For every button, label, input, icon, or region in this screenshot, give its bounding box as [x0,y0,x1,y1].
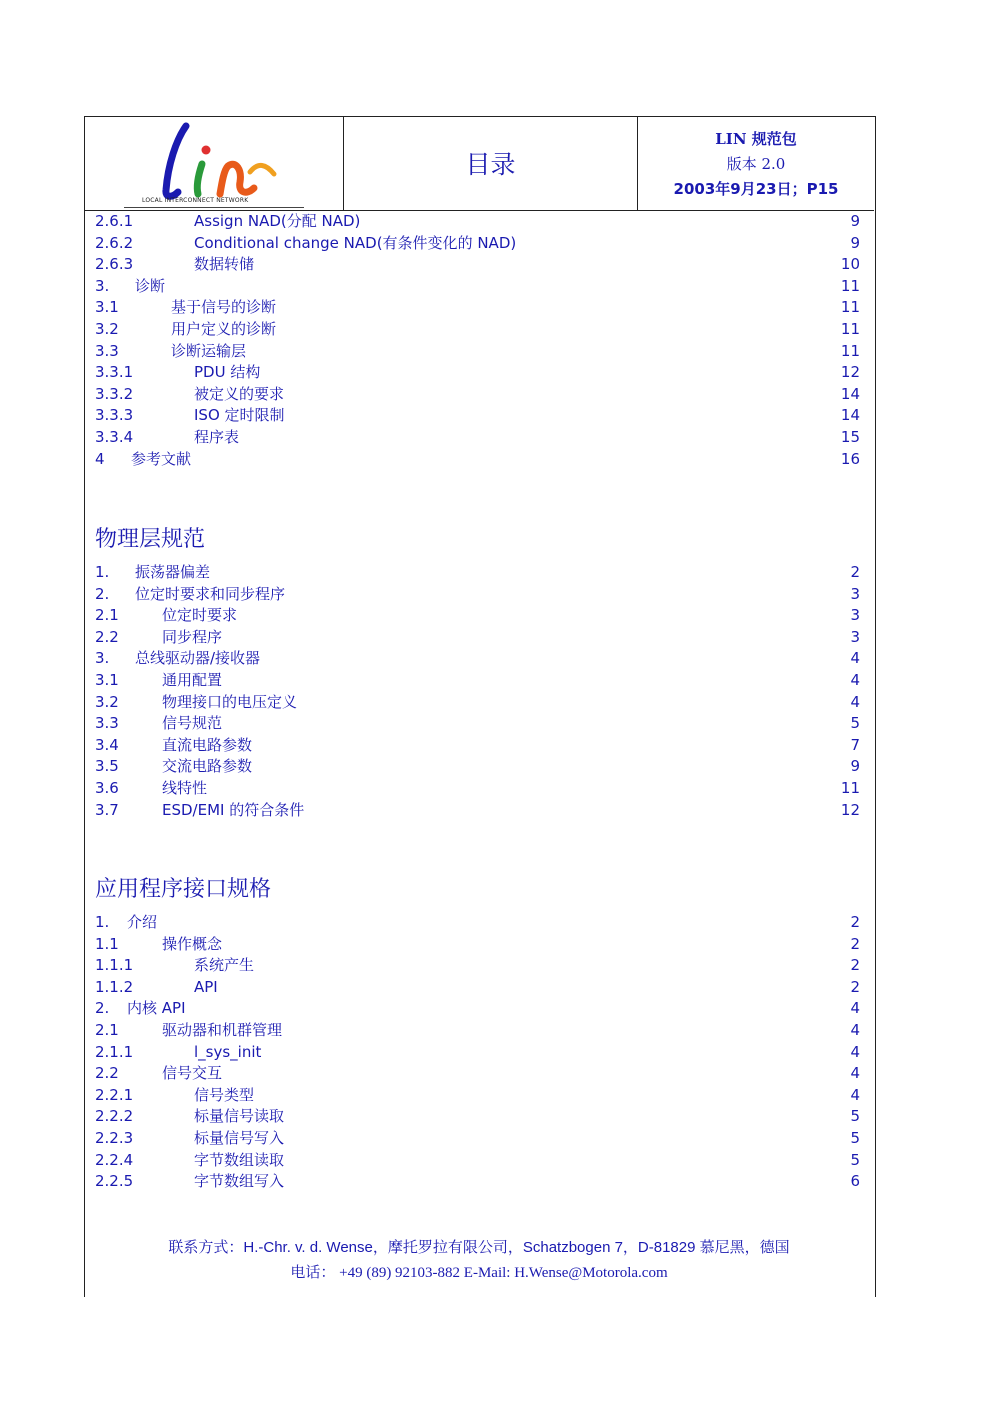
toc-entry-page: 9 [850,212,860,230]
toc-entry [95,955,865,977]
toc-list-3 [95,912,865,1193]
title-cell [344,116,638,210]
toc-entry-number: 3.3.1 [95,363,134,382]
toc-entry-page: 14 [840,406,860,425]
toc-entry [95,934,865,956]
toc-entry [95,319,865,341]
toc-entry [95,584,865,606]
footer-contact: 联系方式：H.-Chr. v. d. Wense，摩托罗拉有限公司，Schatzbogen 7，D-81829 慕尼黑，德国 [168,1239,790,1256]
toc-entry-number: 2.2.2 [95,1107,134,1126]
toc-entry-label: 标量信号写入 [194,1128,285,1147]
toc-entry [95,1106,865,1128]
toc-entry-page: 4 [850,1020,860,1039]
toc-entry-number: 2.2.5 [95,1172,134,1191]
toc-entry [95,735,865,757]
toc-entry [95,670,865,692]
toc-entry-page: 15 [840,427,860,446]
toc-entry-page: 4 [850,670,860,689]
toc-entry-page: 5 [850,1107,860,1126]
toc-list-2 [95,562,865,821]
meta-cell [638,116,874,210]
toc-entry-number: 2.2.4 [95,1150,134,1169]
toc-entry-number: 1.1 [95,934,119,953]
toc-entry-number: 2.2 [95,1064,119,1083]
toc-entry [95,449,865,471]
toc-entry-label: 标量信号读取 [194,1107,285,1126]
toc-entry-label: 介绍 [127,913,158,931]
toc-entry-page: 6 [850,1172,860,1191]
toc-entry [95,1063,865,1085]
toc-entry-number: 3.3.3 [95,406,134,425]
toc-entry-page: 2 [850,913,860,931]
toc-entry-number: 3.3 [95,714,119,733]
toc-entry [95,1171,865,1193]
toc-entry-label: 驱动器和机群管理 [162,1020,283,1039]
toc-entry [95,254,865,276]
logo-caption: LOCAL INTERCONNECT NETWORK [142,197,249,204]
toc-entry-page: 4 [850,1042,860,1061]
toc-entry-number: 3.3 [95,341,119,360]
toc-entry-number: 3.3.2 [95,384,134,403]
toc-entry [95,562,865,584]
toc-entry-page: 2 [850,563,860,581]
toc-entry-label: ISO 定时限制 [194,406,285,425]
toc-entry [95,1150,865,1172]
toc-entry-label: Assign NAD(分配 NAD) [194,212,361,230]
section-title-physical: 物理层规范 [95,527,206,552]
toc-entry-label: 诊断 [135,276,166,295]
toc-entry-number: 1.1.2 [95,977,134,996]
toc-entry-number: 1. [95,563,110,581]
toc-entry-label: PDU 结构 [194,363,261,382]
toc-entry [95,276,865,298]
toc-entry-number: 4 [95,449,105,468]
toc-entry-label: 位定时要求和同步程序 [135,584,286,603]
lin-logo [124,120,304,206]
footer-phone-email: 电话： +49 (89) 92103-882 E-Mail: H.Wense@Motorola.com [290,1265,668,1281]
toc-entry-label: 诊断运输层 [171,341,247,360]
page-header [84,116,874,211]
toc-entry-number: 2. [95,999,110,1018]
toc-entry-page: 5 [850,1128,860,1147]
toc-entry-page: 9 [850,233,860,252]
toc-entry-page: 11 [840,276,860,295]
toc-entry [95,297,865,319]
toc-entry-label: 基于信号的诊断 [171,298,277,317]
toc-entry-page: 3 [850,606,860,625]
toc-entry [95,800,865,822]
toc-entry-page: 2 [850,977,860,996]
spec-date: 2003年9月23日；P15 [673,179,839,198]
toc-entry [95,756,865,778]
toc-entry [95,692,865,714]
toc-entry-label: 字节数组读取 [194,1150,285,1169]
logo-cell [84,116,344,210]
toc-entry [95,998,865,1020]
section-title-api: 应用程序接口规格 [95,877,272,902]
toc-entry [95,627,865,649]
toc-entry-number: 3.3.4 [95,427,134,446]
toc-entry-label: l_sys_init [194,1042,262,1061]
toc-entry [95,384,865,406]
toc-entry-number: 2.1 [95,606,119,625]
toc-entry [95,648,865,670]
toc-entry-number: 2.1 [95,1020,119,1039]
toc-entry-label: 字节数组写入 [194,1172,285,1191]
toc-entry-page: 2 [850,956,860,975]
toc-entry-page: 16 [840,449,860,468]
logo-underline [124,207,304,208]
toc-entry-number: 3.1 [95,670,119,689]
toc-entry-label: 程序表 [194,427,240,446]
toc-entry-label: 被定义的要求 [194,384,285,403]
toc-entry-label: 信号规范 [162,714,223,733]
toc-entry-label: 内核 API [127,999,186,1018]
toc-entry-label: 信号交互 [162,1064,223,1083]
toc-entry-label: 同步程序 [162,627,223,646]
toc-entry [95,1020,865,1042]
toc-entry [95,233,865,255]
toc-entry-page: 11 [840,341,860,360]
toc-entry [95,1128,865,1150]
toc-entry-number: 3.6 [95,778,119,797]
toc-entry-page: 7 [850,735,860,754]
toc-entry-label: 数据转储 [194,255,255,274]
toc-entry-page: 12 [840,363,860,382]
toc-entry [95,341,865,363]
toc-entry-page: 5 [850,714,860,733]
toc-entry [95,912,865,934]
toc-entry-label: 直流电路参数 [162,735,253,754]
toc-entry-number: 2. [95,584,110,603]
toc-entry-page: 11 [840,778,860,797]
toc-entry-number: 3.2 [95,692,119,711]
toc-entry-label: 操作概念 [162,934,223,953]
toc-entry-number: 1. [95,913,110,931]
toc-entry-number: 3.1 [95,298,119,317]
toc-entry-number: 3. [95,649,110,668]
toc-entry-page: 5 [850,1150,860,1169]
toc-entry [95,362,865,384]
toc-entry-label: 总线驱动器/接收器 [135,649,261,668]
spec-name: LIN 规范包 [715,129,797,148]
toc-entry-number: 2.2.3 [95,1128,134,1147]
toc-entry [95,427,865,449]
toc-entry-number: 2.6.3 [95,255,134,274]
toc-entry-page: 4 [850,649,860,668]
toc-entry-page: 4 [850,1085,860,1104]
toc-entry-page: 4 [850,1064,860,1083]
toc-entry-number: 1.1.1 [95,956,134,975]
toc-entry-page: 12 [840,800,860,819]
toc-entry-label: 线特性 [162,778,208,797]
toc-entry-page: 10 [840,255,860,274]
toc-entry-label: 信号类型 [194,1085,255,1104]
toc-entry [95,605,865,627]
toc-entry [95,778,865,800]
toc-entry-page: 14 [840,384,860,403]
toc-entry-label: 系统产生 [194,956,255,975]
toc-entry-page: 2 [850,934,860,953]
toc-entry [95,1085,865,1107]
footer [84,1236,874,1282]
toc-entry-number: 2.6.1 [95,212,134,230]
toc-entry [95,977,865,999]
toc-entry [95,713,865,735]
toc-entry-page: 4 [850,692,860,711]
toc-entry-page: 11 [840,298,860,317]
toc-entry-label: Conditional change NAD(有条件变化的 NAD) [194,233,517,252]
toc-entry-page: 4 [850,999,860,1018]
spec-version: 版本 2.0 [726,154,786,173]
toc-entry-number: 2.2 [95,627,119,646]
toc-entry-number: 3.5 [95,757,119,776]
toc-list-1 [95,211,865,470]
toc-entry-number: 3.7 [95,800,119,819]
toc-entry-label: 参考文献 [131,449,192,468]
toc-entry-page: 11 [840,319,860,338]
toc-entry-label: 位定时要求 [162,606,238,625]
toc-entry-number: 3. [95,276,110,295]
toc-entry-label: 交流电路参数 [162,757,253,776]
toc-entry-label: ESD/EMI 的符合条件 [162,800,305,819]
toc-entry-page: 3 [850,627,860,646]
toc-entry-number: 3.4 [95,735,119,754]
page-title: 目录 [465,150,516,179]
toc-entry [95,1042,865,1064]
toc-entry-number: 2.6.2 [95,233,134,252]
toc-entry-number: 2.1.1 [95,1042,134,1061]
toc-entry-label: API [194,977,218,996]
toc-entry-label: 振荡器偏差 [135,563,211,581]
toc-entry-page: 3 [850,584,860,603]
toc-entry [95,405,865,427]
toc-entry-label: 通用配置 [162,670,223,689]
toc-entry-label: 用户定义的诊断 [171,319,277,338]
toc-entry-number: 2.2.1 [95,1085,134,1104]
toc-entry-page: 9 [850,757,860,776]
toc-entry-number: 3.2 [95,319,119,338]
toc-entry [95,211,865,233]
toc-entry-label: 物理接口的电压定义 [162,692,298,711]
